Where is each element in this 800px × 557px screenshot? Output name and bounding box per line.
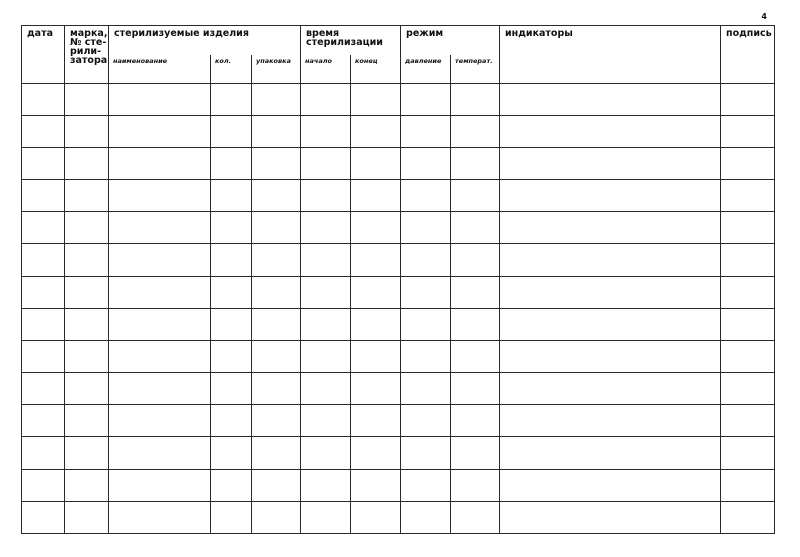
subheader-package: упаковка <box>252 55 301 84</box>
cell-indicators <box>500 83 721 115</box>
cell-end <box>351 276 401 308</box>
cell-signature <box>721 373 775 405</box>
cell-package <box>252 405 301 437</box>
cell-package <box>252 212 301 244</box>
cell-start <box>301 340 351 372</box>
cell-start <box>301 244 351 276</box>
cell-temperature <box>451 501 500 533</box>
cell-qty <box>211 308 252 340</box>
table-row <box>22 276 775 308</box>
cell-indicators <box>500 373 721 405</box>
subheader-pressure: давление <box>401 55 451 84</box>
cell-qty <box>211 340 252 372</box>
cell-date <box>22 147 65 179</box>
cell-signature <box>721 340 775 372</box>
cell-indicators <box>500 180 721 212</box>
cell-pressure <box>401 469 451 501</box>
cell-end <box>351 437 401 469</box>
cell-package <box>252 501 301 533</box>
cell-temperature <box>451 308 500 340</box>
cell-signature <box>721 83 775 115</box>
cell-sterilizer <box>65 180 109 212</box>
cell-package <box>252 469 301 501</box>
table-row <box>22 147 775 179</box>
cell-start <box>301 437 351 469</box>
header-items: стерилизуемые изделия <box>109 26 301 55</box>
cell-date <box>22 180 65 212</box>
cell-pressure <box>401 501 451 533</box>
cell-temperature <box>451 437 500 469</box>
cell-pressure <box>401 212 451 244</box>
cell-name <box>109 244 211 276</box>
cell-sterilizer <box>65 212 109 244</box>
cell-start <box>301 373 351 405</box>
cell-start <box>301 83 351 115</box>
header-time: время стерилизации <box>301 26 401 55</box>
cell-package <box>252 180 301 212</box>
cell-pressure <box>401 405 451 437</box>
cell-signature <box>721 276 775 308</box>
subheader-qty: кол. <box>211 55 252 84</box>
subheader-end: конец <box>351 55 401 84</box>
subheader-name: наименование <box>109 55 211 84</box>
cell-end <box>351 244 401 276</box>
cell-start <box>301 180 351 212</box>
cell-end <box>351 373 401 405</box>
page-number: 4 <box>761 12 767 21</box>
table-row <box>22 308 775 340</box>
cell-qty <box>211 373 252 405</box>
cell-pressure <box>401 244 451 276</box>
cell-temperature <box>451 180 500 212</box>
cell-qty <box>211 83 252 115</box>
cell-qty <box>211 469 252 501</box>
table-row <box>22 501 775 533</box>
cell-indicators <box>500 437 721 469</box>
cell-temperature <box>451 244 500 276</box>
cell-name <box>109 212 211 244</box>
cell-date <box>22 212 65 244</box>
cell-temperature <box>451 115 500 147</box>
subheader-signature-empty <box>721 55 775 84</box>
cell-indicators <box>500 340 721 372</box>
cell-qty <box>211 212 252 244</box>
table-row <box>22 180 775 212</box>
cell-sterilizer <box>65 373 109 405</box>
cell-date <box>22 244 65 276</box>
table-row <box>22 469 775 501</box>
cell-qty <box>211 405 252 437</box>
cell-start <box>301 115 351 147</box>
cell-sterilizer <box>65 469 109 501</box>
cell-date <box>22 308 65 340</box>
cell-package <box>252 115 301 147</box>
cell-indicators <box>500 501 721 533</box>
cell-name <box>109 180 211 212</box>
cell-start <box>301 501 351 533</box>
cell-signature <box>721 180 775 212</box>
cell-pressure <box>401 437 451 469</box>
header-indicators: индикаторы <box>500 26 721 55</box>
subheader-indicators-empty <box>500 55 721 84</box>
cell-package <box>252 244 301 276</box>
cell-signature <box>721 212 775 244</box>
cell-date <box>22 405 65 437</box>
cell-pressure <box>401 115 451 147</box>
table-row <box>22 373 775 405</box>
cell-name <box>109 405 211 437</box>
cell-sterilizer <box>65 147 109 179</box>
cell-sterilizer <box>65 308 109 340</box>
cell-signature <box>721 501 775 533</box>
cell-start <box>301 308 351 340</box>
cell-name <box>109 115 211 147</box>
cell-temperature <box>451 469 500 501</box>
header-sterilizer: марка, № сте- рили- затора <box>65 26 109 84</box>
subheader-start: начало <box>301 55 351 84</box>
log-body <box>22 83 775 534</box>
cell-date <box>22 83 65 115</box>
table-row <box>22 212 775 244</box>
header-date: дата <box>22 26 65 84</box>
cell-end <box>351 469 401 501</box>
cell-signature <box>721 437 775 469</box>
table-row <box>22 405 775 437</box>
cell-package <box>252 308 301 340</box>
cell-temperature <box>451 212 500 244</box>
table-row <box>22 340 775 372</box>
header-signature: подпись <box>721 26 775 55</box>
cell-pressure <box>401 147 451 179</box>
cell-pressure <box>401 340 451 372</box>
cell-indicators <box>500 276 721 308</box>
cell-name <box>109 147 211 179</box>
cell-qty <box>211 147 252 179</box>
cell-qty <box>211 180 252 212</box>
cell-sterilizer <box>65 437 109 469</box>
cell-qty <box>211 276 252 308</box>
cell-qty <box>211 115 252 147</box>
cell-temperature <box>451 83 500 115</box>
cell-signature <box>721 147 775 179</box>
cell-end <box>351 147 401 179</box>
cell-package <box>252 437 301 469</box>
cell-temperature <box>451 405 500 437</box>
cell-start <box>301 405 351 437</box>
cell-date <box>22 437 65 469</box>
cell-name <box>109 83 211 115</box>
cell-start <box>301 469 351 501</box>
cell-indicators <box>500 469 721 501</box>
cell-date <box>22 373 65 405</box>
cell-sterilizer <box>65 244 109 276</box>
cell-date <box>22 469 65 501</box>
cell-pressure <box>401 308 451 340</box>
cell-signature <box>721 405 775 437</box>
cell-name <box>109 276 211 308</box>
cell-qty <box>211 437 252 469</box>
cell-temperature <box>451 147 500 179</box>
cell-indicators <box>500 147 721 179</box>
cell-package <box>252 373 301 405</box>
cell-sterilizer <box>65 115 109 147</box>
sterilization-log-table <box>21 25 775 534</box>
table-row <box>22 115 775 147</box>
cell-sterilizer <box>65 276 109 308</box>
cell-pressure <box>401 373 451 405</box>
cell-pressure <box>401 276 451 308</box>
cell-signature <box>721 115 775 147</box>
cell-name <box>109 308 211 340</box>
cell-signature <box>721 308 775 340</box>
cell-signature <box>721 469 775 501</box>
cell-end <box>351 340 401 372</box>
header-mode: режим <box>401 26 500 55</box>
cell-end <box>351 501 401 533</box>
cell-date <box>22 276 65 308</box>
table-row <box>22 244 775 276</box>
cell-indicators <box>500 212 721 244</box>
cell-indicators <box>500 405 721 437</box>
cell-temperature <box>451 373 500 405</box>
cell-end <box>351 212 401 244</box>
cell-signature <box>721 244 775 276</box>
cell-package <box>252 276 301 308</box>
cell-sterilizer <box>65 405 109 437</box>
cell-pressure <box>401 83 451 115</box>
cell-temperature <box>451 276 500 308</box>
cell-name <box>109 373 211 405</box>
cell-end <box>351 83 401 115</box>
cell-sterilizer <box>65 501 109 533</box>
cell-package <box>252 83 301 115</box>
cell-indicators <box>500 244 721 276</box>
cell-end <box>351 180 401 212</box>
cell-name <box>109 437 211 469</box>
cell-indicators <box>500 115 721 147</box>
cell-date <box>22 340 65 372</box>
subheader-temperature: температ. <box>451 55 500 84</box>
cell-temperature <box>451 340 500 372</box>
cell-start <box>301 212 351 244</box>
cell-pressure <box>401 180 451 212</box>
cell-package <box>252 340 301 372</box>
cell-name <box>109 469 211 501</box>
cell-end <box>351 308 401 340</box>
cell-start <box>301 276 351 308</box>
cell-qty <box>211 244 252 276</box>
cell-date <box>22 115 65 147</box>
cell-end <box>351 115 401 147</box>
cell-start <box>301 147 351 179</box>
table-row <box>22 437 775 469</box>
cell-date <box>22 501 65 533</box>
cell-sterilizer <box>65 340 109 372</box>
cell-package <box>252 147 301 179</box>
cell-name <box>109 501 211 533</box>
cell-sterilizer <box>65 83 109 115</box>
cell-qty <box>211 501 252 533</box>
cell-name <box>109 340 211 372</box>
cell-indicators <box>500 308 721 340</box>
table-row <box>22 83 775 115</box>
cell-end <box>351 405 401 437</box>
